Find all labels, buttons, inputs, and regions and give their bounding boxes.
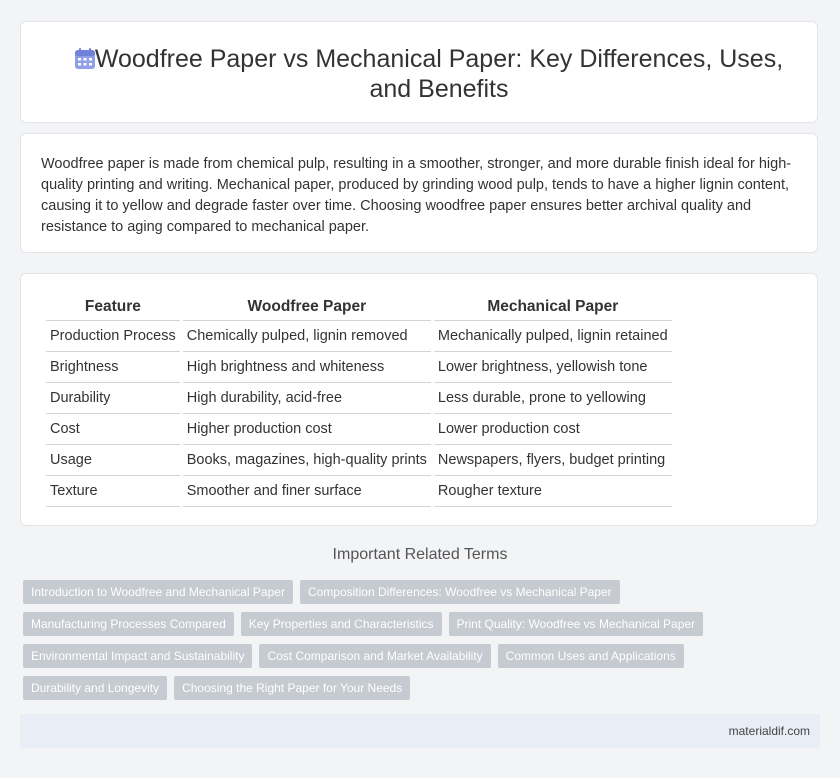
table-header-row xyxy=(46,294,672,321)
term-tag[interactable]: Introduction to Woodfree and Mechanical Paper xyxy=(23,580,293,604)
related-terms-title: Important Related Terms xyxy=(332,546,508,563)
term-tag[interactable]: Print Quality: Woodfree vs Mechanical Paper xyxy=(449,612,704,636)
table-cell: Rougher texture xyxy=(434,476,672,507)
column-header: Woodfree Paper xyxy=(183,294,431,321)
table-cell: Texture xyxy=(46,476,180,507)
table-cell: Usage xyxy=(46,445,180,476)
term-tag[interactable]: Manufacturing Processes Compared xyxy=(23,612,234,636)
page-title: Woodfree Paper vs Mechanical Paper: Key Differences, Uses, and Benefits xyxy=(94,45,784,103)
table-row xyxy=(46,445,672,476)
comparison-card xyxy=(20,273,818,526)
intro-card xyxy=(20,133,818,253)
table-row xyxy=(46,383,672,414)
term-tag[interactable]: Cost Comparison and Market Availability xyxy=(259,644,490,668)
table-cell: Mechanically pulped, lignin retained xyxy=(434,321,672,352)
table-cell: High durability, acid-free xyxy=(183,383,431,414)
table-row xyxy=(46,476,672,507)
table-row xyxy=(46,321,672,352)
table-row xyxy=(46,414,672,445)
term-tag[interactable]: Composition Differences: Woodfree vs Mechanical Paper xyxy=(300,580,620,604)
term-tag[interactable]: Environmental Impact and Sustainability xyxy=(23,644,252,668)
header-card xyxy=(20,21,818,123)
table-cell: Smoother and finer surface xyxy=(183,476,431,507)
table-cell: Books, magazines, high-quality prints xyxy=(183,445,431,476)
table-row xyxy=(46,352,672,383)
table-cell: High brightness and whiteness xyxy=(183,352,431,383)
table-cell: Production Process xyxy=(46,321,180,352)
table-cell: Brightness xyxy=(46,352,180,383)
term-tag[interactable]: Common Uses and Applications xyxy=(498,644,684,668)
table-cell: Durability xyxy=(46,383,180,414)
table-cell: Higher production cost xyxy=(183,414,431,445)
term-tag[interactable]: Durability and Longevity xyxy=(23,676,167,700)
term-tag[interactable]: Key Properties and Characteristics xyxy=(241,612,442,636)
related-terms-list xyxy=(23,580,823,708)
column-header: Mechanical Paper xyxy=(434,294,672,321)
table-cell: Newspapers, flyers, budget printing xyxy=(434,445,672,476)
table-cell: Lower production cost xyxy=(434,414,672,445)
intro-text: Woodfree paper is made from chemical pulp, resulting in a smoother, stronger, and more durable finish ideal for high-quality printing and writing. Mechanical paper, produced by grinding wood pulp, tends to have a higher lignin content, causing it to yellow and degrade faster over time. Choosing woodfree paper ensures better archival quality and resistance to aging compared to mechanical paper. xyxy=(41,156,792,235)
column-header: Feature xyxy=(46,294,180,321)
footer xyxy=(20,714,820,748)
term-tag[interactable]: Choosing the Right Paper for Your Needs xyxy=(174,676,410,700)
table-cell: Chemically pulped, lignin removed xyxy=(183,321,431,352)
table-cell: Less durable, prone to yellowing xyxy=(434,383,672,414)
table-cell: Cost xyxy=(46,414,180,445)
table-cell: Lower brightness, yellowish tone xyxy=(434,352,672,383)
comparison-table xyxy=(43,294,675,507)
site-name[interactable]: materialdif.com xyxy=(728,724,810,738)
